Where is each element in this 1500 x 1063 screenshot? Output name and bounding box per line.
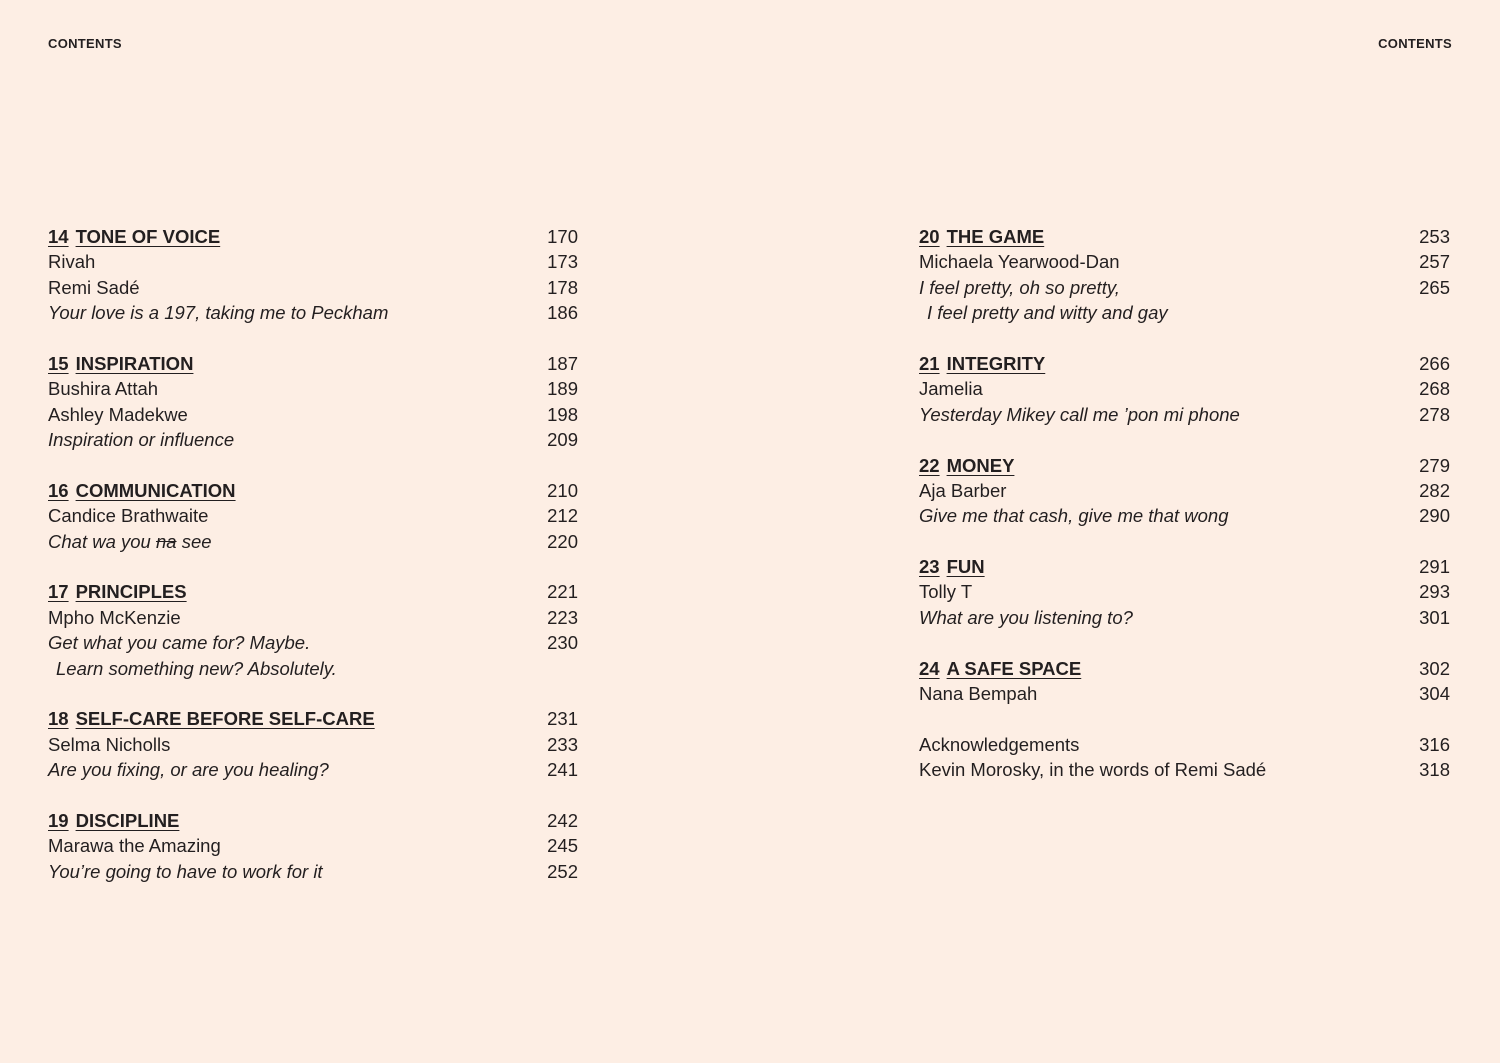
entry-label: Kevin Morosky, in the words of Remi Sadé [919,759,1267,781]
section-title: INTEGRITY [946,352,1046,374]
section-title: COMMUNICATION [75,479,236,501]
section-24 [919,656,1450,707]
entry-label: What are you listening to? [919,606,1133,628]
section-number: 22 [919,454,940,476]
toc-entry[interactable] [919,376,1450,401]
entry-label: Learn something new? Absolutely. [56,657,337,679]
page-number: 293 [1419,581,1450,603]
toc-entry[interactable] [48,275,578,300]
entry-label: Michaela Yearwood-Dan [919,251,1120,273]
section-number: 19 [48,809,69,831]
entry-label: I feel pretty, oh so pretty, [919,276,1120,298]
toc-entry[interactable] [919,402,1450,427]
contents-column-right [919,224,1450,808]
page-number: 189 [547,378,578,400]
section-title: PRINCIPLES [75,581,187,603]
page-number: 290 [1419,505,1450,527]
entry-label: Ashley Madekwe [48,403,188,425]
page-number: 302 [1419,657,1450,679]
toc-entry[interactable] [48,503,578,528]
section-number: 16 [48,479,69,501]
entry-label: Nana Bempah [919,683,1038,705]
toc-entry[interactable] [919,503,1450,528]
toc-entry[interactable] [48,732,578,757]
entry-label: Remi Sadé [48,276,140,298]
page-number: 210 [547,479,578,501]
back-matter [919,732,1450,783]
toc-entry[interactable] [48,605,578,630]
section-heading[interactable] [48,351,578,376]
entry-label: Candice Brathwaite [48,505,209,527]
section-title: DISCIPLINE [75,809,180,831]
entry-label: Aja Barber [919,479,1007,501]
section-number: 14 [48,226,69,247]
section-number: 23 [919,556,940,578]
entry-label: Bushira Attah [48,378,159,400]
section-heading[interactable] [919,656,1450,681]
entry-label: Jamelia [919,378,983,400]
section-23 [919,554,1450,630]
entry-label: You’re going to have to work for it [48,860,323,882]
section-heading[interactable] [48,808,578,833]
toc-entry[interactable] [48,427,578,452]
section-title: MONEY [946,454,1015,476]
page-number: 209 [547,429,578,451]
page-number: 266 [1419,352,1450,374]
entry-label: Mpho McKenzie [48,606,181,628]
section-number: 15 [48,352,69,374]
page-number: 230 [547,632,578,654]
section-heading[interactable] [48,579,578,604]
page-number: 316 [1419,733,1450,755]
page-number: 278 [1419,403,1450,425]
page-number: 301 [1419,606,1450,628]
entry-label-part: Chat wa you [48,530,151,552]
page-number: 252 [547,860,578,882]
toc-entry-continuation [919,300,1450,325]
page-number: 279 [1419,454,1450,476]
page-number: 257 [1419,251,1450,273]
section-number: 24 [919,657,940,679]
page-number: 282 [1419,479,1450,501]
entry-label: Give me that cash, give me that wong [919,505,1229,527]
toc-entry[interactable] [48,376,578,401]
section-title: SELF-CARE BEFORE SELF-CARE [75,708,375,730]
toc-entry[interactable] [48,300,578,325]
section-title: A SAFE SPACE [946,657,1082,679]
entry-label: Rivah [48,251,96,273]
section-number: 20 [919,226,940,247]
page-number: 291 [1419,556,1450,578]
section-heading[interactable] [48,224,578,249]
page-number: 178 [547,276,578,298]
section-22 [919,453,1450,529]
entry-label: Acknowledgements [919,733,1080,755]
page-number: 223 [547,606,578,628]
section-heading[interactable] [48,478,578,503]
page-number: 186 [547,302,578,324]
section-19 [48,808,578,884]
running-head-right: CONTENTS [1378,36,1452,51]
section-heading[interactable] [919,453,1450,478]
section-title: INSPIRATION [75,352,194,374]
page-number: 220 [547,530,578,552]
page-number: 241 [547,759,578,781]
toc-entry[interactable] [919,275,1450,300]
toc-entry-acknowledgements[interactable] [919,732,1450,757]
section-title: THE GAME [946,226,1045,247]
section-14 [48,224,578,326]
contents-column-left [48,224,578,910]
section-number: 17 [48,581,69,603]
section-heading[interactable] [919,351,1450,376]
toc-entry[interactable] [48,833,578,858]
section-16 [48,478,578,554]
page-number: 187 [547,352,578,374]
toc-entry[interactable] [919,605,1450,630]
section-17 [48,579,578,681]
toc-entry[interactable] [919,249,1450,274]
section-heading[interactable] [919,224,1450,249]
entry-label: Are you fixing, or are you healing? [48,759,329,781]
toc-entry[interactable] [48,757,578,782]
toc-entry[interactable] [48,529,578,554]
entry-label: I feel pretty and witty and gay [927,302,1168,324]
toc-entry[interactable] [919,579,1450,604]
entry-label: Inspiration or influence [48,429,235,451]
page-number: 253 [1419,226,1450,247]
toc-entry-continuation [48,656,578,681]
section-21 [919,351,1450,427]
toc-entry[interactable] [919,757,1450,782]
toc-entry[interactable] [48,402,578,427]
page-number: 212 [547,505,578,527]
section-title: TONE OF VOICE [75,226,221,247]
entry-label: Marawa the Amazing [48,835,221,857]
page-number: 245 [547,835,578,857]
page-number: 198 [547,403,578,425]
page-number: 265 [1419,276,1450,298]
page-number: 170 [547,226,578,247]
page-number: 318 [1419,759,1450,781]
section-heading[interactable] [919,554,1450,579]
section-18 [48,706,578,782]
section-20 [919,224,1450,326]
page-number: 304 [1419,683,1450,705]
entry-label: Tolly T [919,581,973,603]
entry-label: Your love is a 197, taking me to Peckham [48,302,389,324]
toc-entry[interactable] [48,249,578,274]
toc-entry[interactable] [919,478,1450,503]
entry-label [48,529,212,554]
section-heading[interactable] [48,706,578,731]
toc-entry[interactable] [48,859,578,884]
section-number: 21 [919,352,940,374]
page-number: 233 [547,733,578,755]
section-15 [48,351,578,453]
page-number: 221 [547,581,578,603]
running-head-left: CONTENTS [48,36,122,51]
page-number: 173 [547,251,578,273]
page-number: 231 [547,708,578,730]
entry-label: Yesterday Mikey call me ’pon mi phone [919,403,1240,425]
page-number: 268 [1419,378,1450,400]
entry-label-part: see [181,530,212,552]
struck-word: na [155,530,177,552]
entry-label: Selma Nicholls [48,733,171,755]
toc-entry[interactable] [48,630,578,655]
section-title: FUN [946,556,985,578]
toc-entry[interactable] [919,681,1450,706]
section-number: 18 [48,708,69,730]
entry-label: Get what you came for? Maybe. [48,632,311,654]
page-number: 242 [547,809,578,831]
